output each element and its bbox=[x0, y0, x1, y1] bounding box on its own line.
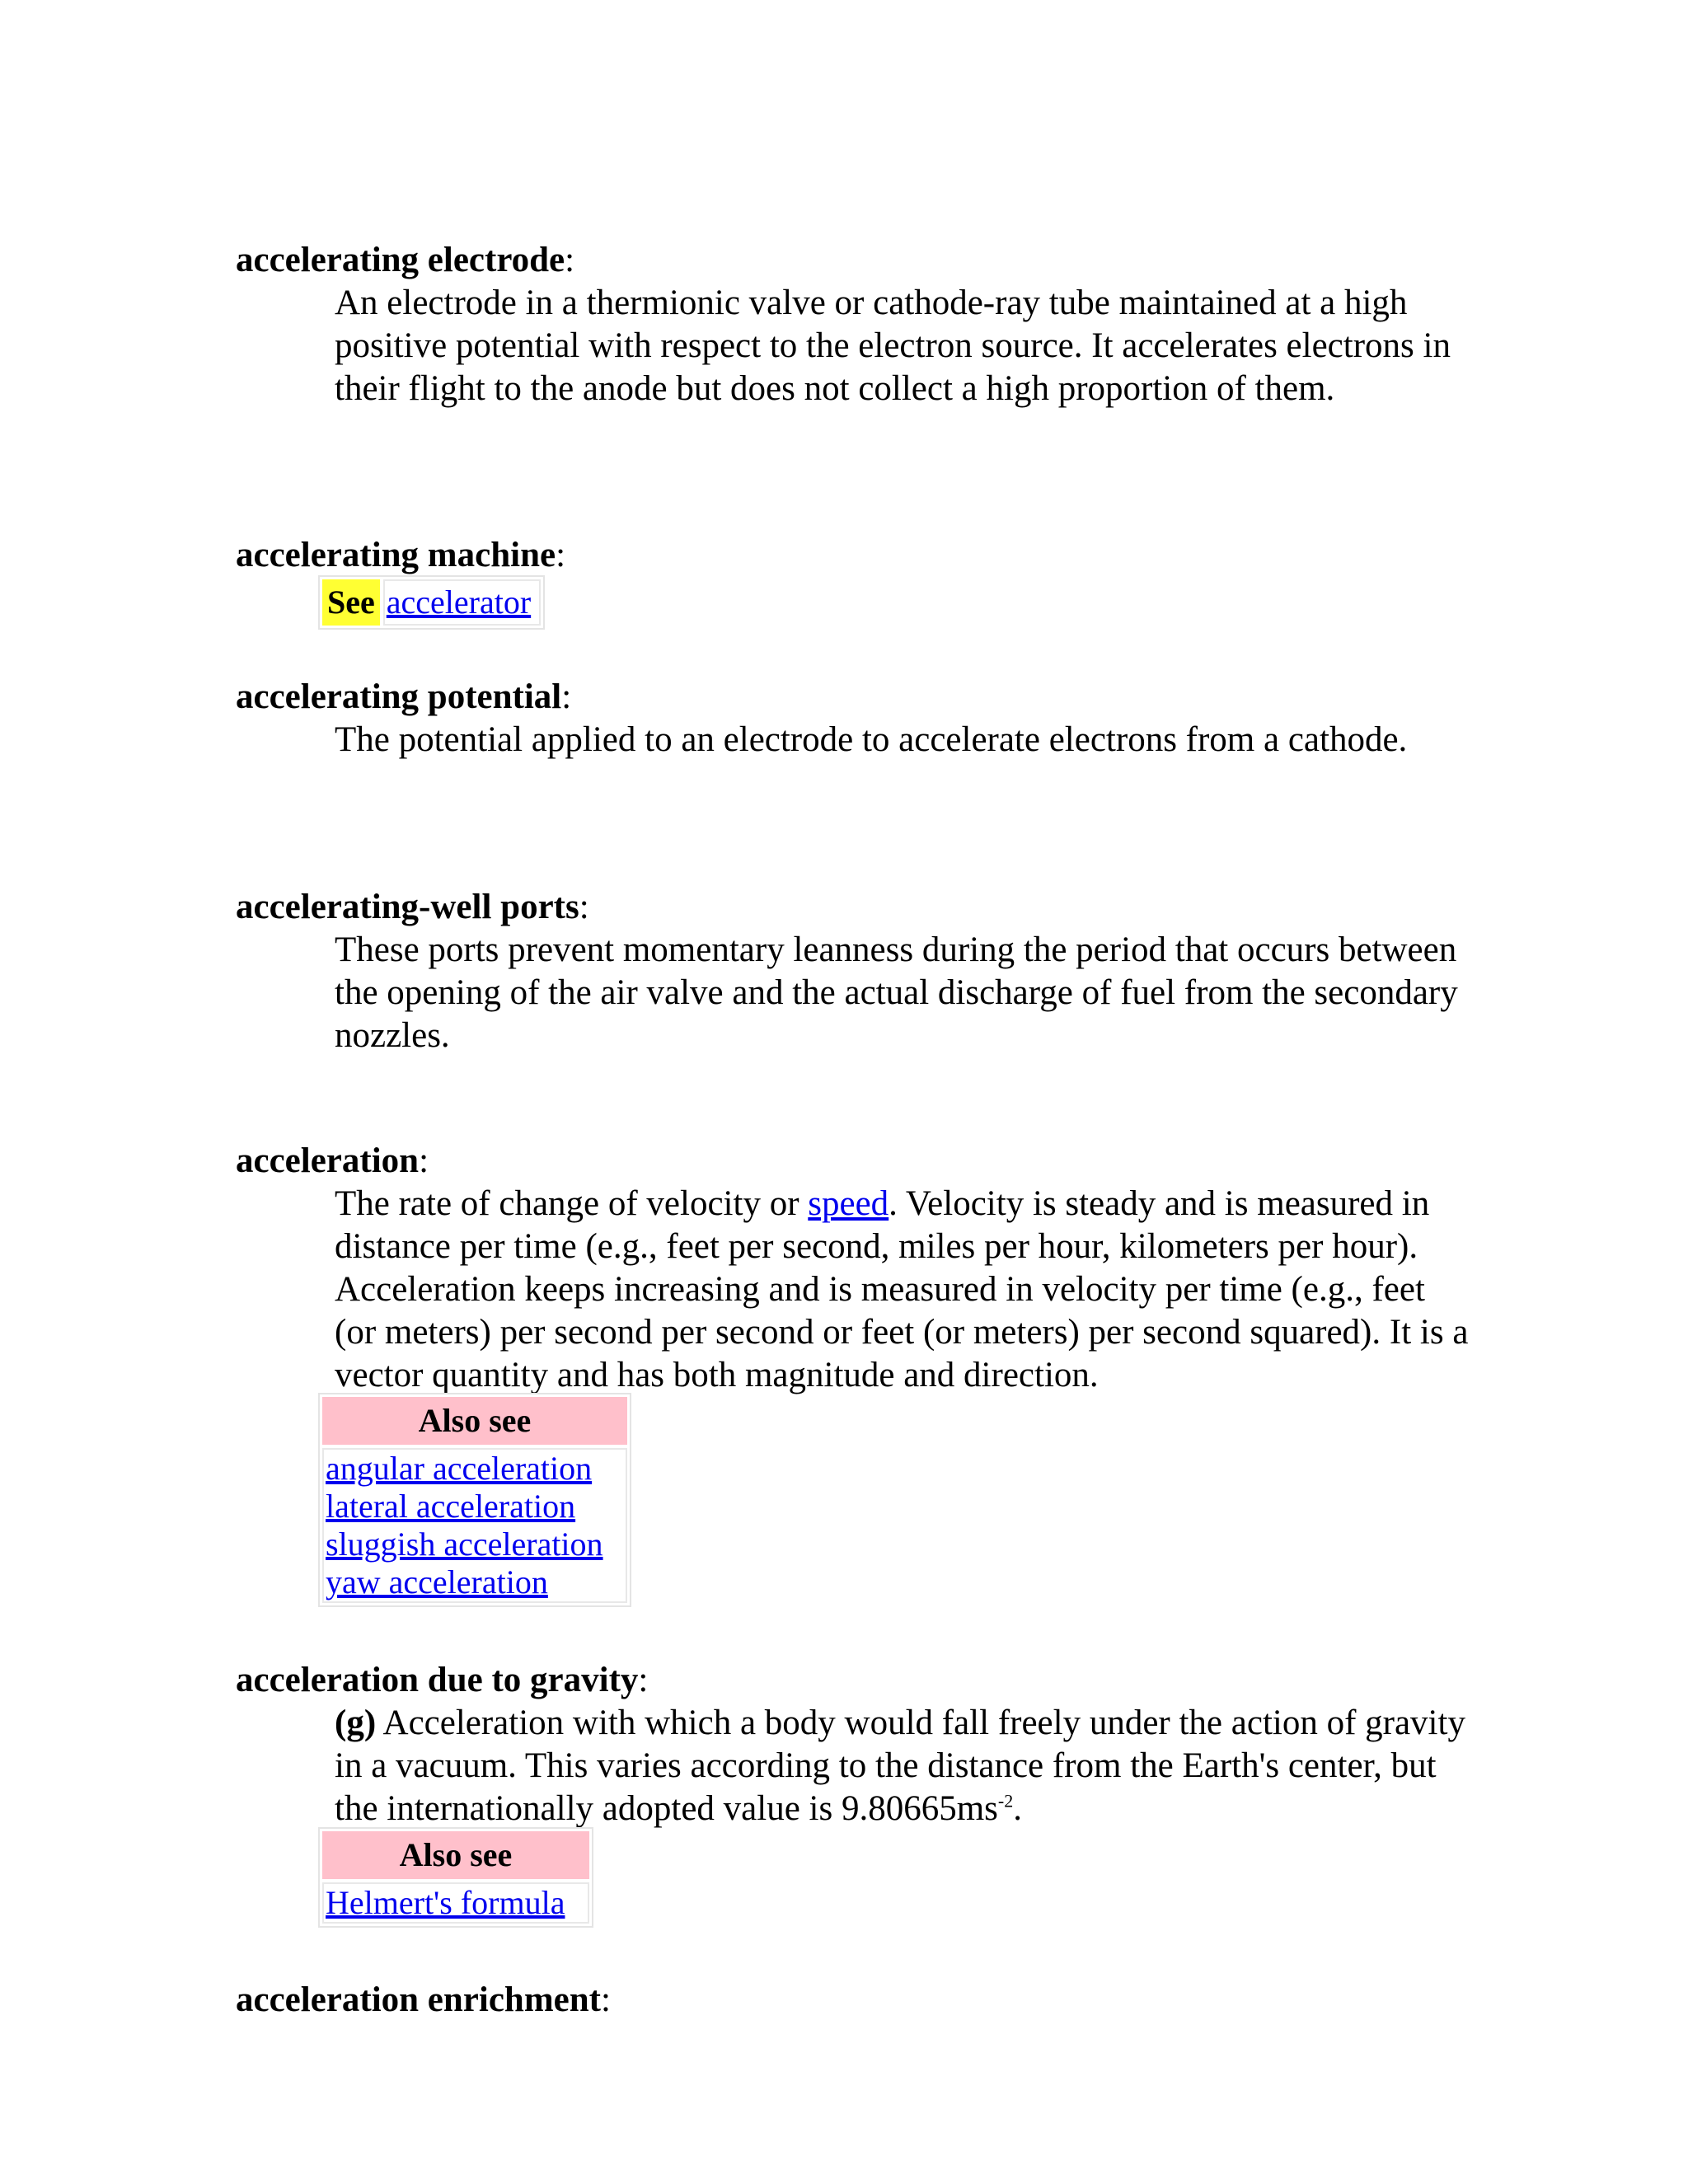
entry-accelerating-potential bbox=[236, 676, 1472, 762]
link-angular-acceleration[interactable]: angular acceleration bbox=[326, 1450, 593, 1487]
link-sluggish-acceleration[interactable]: sluggish acceleration bbox=[326, 1526, 603, 1563]
term-heading: acceleration: bbox=[236, 1141, 429, 1180]
entry-acceleration bbox=[236, 1140, 1472, 1397]
also-see-box bbox=[318, 1827, 593, 1928]
definition-text: The potential applied to an electrode to accelerate electrons from a cathode. bbox=[335, 720, 1408, 759]
link-yaw-acceleration[interactable]: yaw acceleration bbox=[326, 1563, 548, 1601]
see-box bbox=[318, 575, 545, 630]
link-speed[interactable]: speed bbox=[808, 1184, 889, 1223]
definition-text: (g) Acceleration with which a body would fall freely under the action of gravity in a vacuum. This varies according to the distance from the Earth's center, but the internationally adopted value is $9.80665ms^{-2}$. bbox=[335, 1704, 1465, 1828]
also-see-header: Also see bbox=[322, 1397, 627, 1445]
term-heading: accelerating machine: bbox=[236, 536, 566, 574]
exponent: -2 bbox=[997, 1790, 1014, 1811]
also-see-box bbox=[318, 1393, 631, 1607]
link-accelerator[interactable]: accelerator bbox=[386, 583, 532, 621]
link-lateral-acceleration[interactable]: lateral acceleration bbox=[326, 1488, 576, 1525]
term-heading: accelerating potential: bbox=[236, 677, 572, 716]
term-heading: accelerating-well ports: bbox=[236, 888, 589, 926]
term-heading: accelerating electrode: bbox=[236, 241, 575, 279]
entry-accelerating-electrode bbox=[236, 239, 1472, 410]
also-see-list bbox=[322, 1882, 589, 1924]
definition-text: These ports prevent momentary leanness during the period that occurs between the opening of the air valve and the actual discharge of fuel from the secondary nozzles. bbox=[335, 930, 1458, 1055]
entry-accelerating-well-ports bbox=[236, 886, 1472, 1057]
definition-text: The rate of change of velocity or speed. Velocity is steady and is measured in distance per time (e.g., feet per second, miles per hour, kilometers per hour). Acceleration keeps increasing and is measured in velocity per time (e.g., feet (or meters) per second per second or feet (or meters) per second squared). It is a vector quantity and has both magnitude and direction. bbox=[335, 1184, 1469, 1394]
entry-acceleration-enrichment bbox=[236, 1979, 1472, 2022]
entry-acceleration-due-to-gravity bbox=[236, 1659, 1472, 1830]
symbol-g: (g) bbox=[335, 1704, 377, 1742]
see-label: See bbox=[322, 579, 380, 626]
see-link-cell bbox=[383, 579, 541, 626]
term-heading: acceleration enrichment: bbox=[236, 1980, 611, 2019]
also-see-list bbox=[322, 1448, 627, 1603]
link-helmerts-formula[interactable]: Helmert's formula bbox=[326, 1884, 565, 1921]
term-heading: acceleration due to gravity: bbox=[236, 1661, 649, 1699]
definition-text: An electrode in a thermionic valve or cathode-ray tube maintained at a high positive potential with respect to the electron source. It accelerates electrons in their flight to the anode but does not collect a high proportion of them. bbox=[335, 284, 1451, 408]
also-see-header: Also see bbox=[322, 1831, 589, 1879]
entry-accelerating-machine bbox=[236, 534, 1472, 577]
